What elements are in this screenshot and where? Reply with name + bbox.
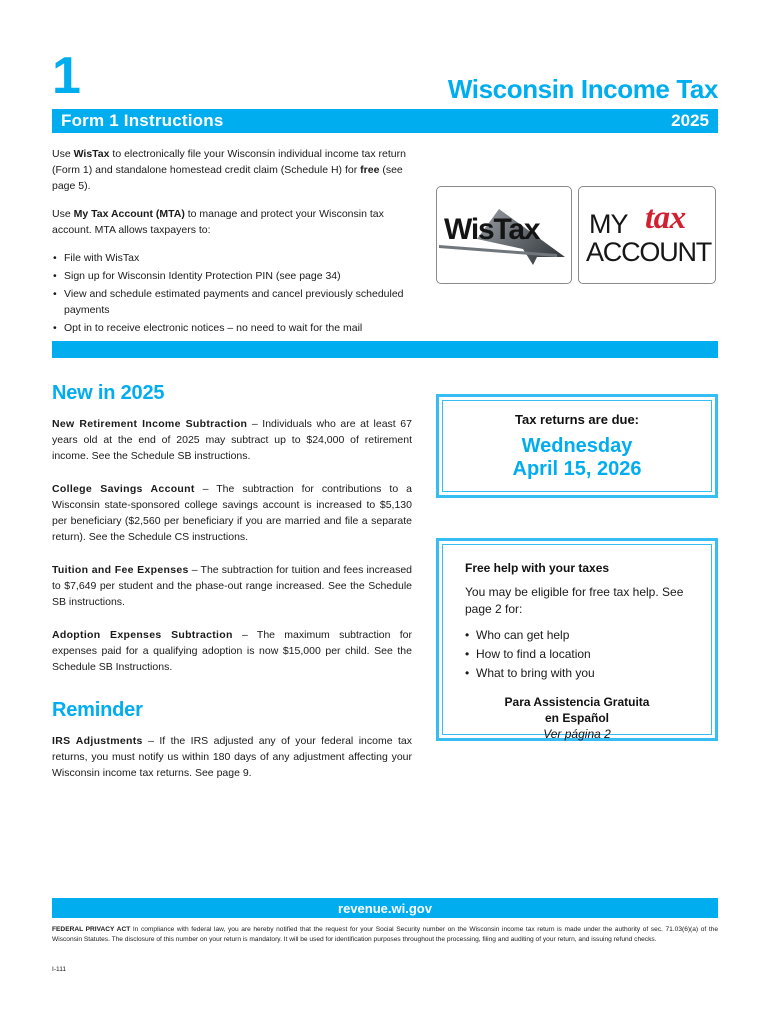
tax-due-date-box [436,394,718,498]
website-url[interactable]: revenue.wi.gov [338,900,432,916]
intro-p1-pre: Use [52,148,74,160]
item-body: – The subtraction for contributions to a Wisconsin state-sponsored college savings account is increased to $5,130 per beneficiary ($2,560 per beneficiary if you are married and file a separate return). See the Schedule CS instructions. [52,483,412,543]
mta-my-text: MY [589,209,628,239]
list-item: • How to find a location [465,645,689,664]
free-bold: free [360,164,380,176]
intro-p2-pre: Use [52,208,74,220]
intro-paragraph-mta [52,206,412,238]
intro-block [52,146,412,356]
spanish-help-line1: Para Assistencia Gratuita [504,695,650,709]
mta-tax-text: tax [645,200,686,236]
free-help-list [465,626,689,683]
mta-account-text: ACCOUNT [586,237,712,267]
intro-p1-mid: to electronically file your Wisconsin individual income tax return (Form 1) and standalone homestead credit claim (Schedule H) for [52,148,406,176]
page-title: Wisconsin Income Tax [447,74,718,104]
logo-group [436,186,716,284]
wistax-logo-text: WisTax [444,213,540,246]
wistax-logo [436,186,572,284]
item-body: – Individuals who are at least 67 years old at the end of 2025 may subtract up to $24,000 of retirement income. See the Schedule SB instructions. [52,418,412,462]
privacy-act-heading: FEDERAL PRIVACY ACT [52,926,131,933]
new-item-paragraph [52,562,412,610]
reminder-heading: Reminder [52,699,143,721]
list-item: • What to bring with you [465,664,689,683]
form-numeral: 1 [52,47,80,105]
item-lead: Tuition and Fee Expenses [52,564,189,576]
mta-feature-list [52,250,412,354]
spanish-help-line2: en Español [544,711,609,725]
item-body: – The subtraction for tuition and fees increased to $7,649 per student and the phase-out range increased. See the Schedule SB instructions. [52,564,413,608]
item-body: – If the IRS adjusted any of your federal income tax returns, you must notify us within 180 days of any adjustment affecting your Wisconsin income tax returns. See page 9. [52,735,412,779]
due-date-label: Tax returns are due: [514,411,640,427]
item-lead: College Savings Account [52,483,195,495]
tax-year-label: 2025 [671,111,709,130]
due-date-value: April 15, 2026 [512,457,642,480]
free-help-box [436,538,718,741]
item-lead: New Retirement Income Subtraction [52,418,248,430]
list-item: • Who can get help [465,626,689,645]
new-item-paragraph [52,416,412,464]
item-lead: IRS Adjustments [52,735,143,747]
item-lead: Adoption Expenses Subtraction [52,629,233,641]
free-help-text: You may be eligible for free tax help. See page 2 for: [465,585,684,616]
new-in-2025-heading: New in 2025 [52,382,165,404]
section-divider-bar [52,341,718,358]
new-item-paragraph [52,481,412,545]
intro-p1-end: (see page 5). [52,164,403,192]
free-help-title: Free help with your taxes [465,561,610,575]
my-tax-account-logo [578,186,716,284]
list-item: • File with WisTax [52,250,412,266]
form-title-bar [52,109,718,133]
spanish-help-page-ref: Ver página 2 [543,727,611,741]
item-body: – The maximum subtraction for expenses paid for a qualifying adoption is now $15,000 per child. See the Schedule SB Instructions. [52,629,412,673]
federal-privacy-act-notice [52,925,718,945]
privacy-act-body: In compliance with federal law, you are hereby notified that the request for your Social Security number on the Wisconsin income tax return is made under the authority of sec. 71.03(6)(a) of the Wisconsin Statutes. The disclosure of this number on your return is mandatory. It will be used for identification purposes throughout the processing, filing and auditing of your return, and issuing refund checks. [52,926,718,943]
website-footer-bar[interactable] [52,898,718,918]
main-content-column [52,382,412,798]
intro-paragraph-wistax [52,146,412,194]
mta-bold: My Tax Account (MTA) [73,208,185,220]
document-code: I-111 [52,966,67,973]
list-item: • View and schedule estimated payments and cancel previously scheduled payments [52,286,412,318]
list-item: • Sign up for Wisconsin Identity Protection PIN (see page 34) [52,268,412,284]
page-header [52,47,718,133]
list-item: • Opt in to receive electronic notices – no need to wait for the mail [52,320,412,336]
wistax-bold: WisTax [73,148,110,160]
form-instructions-label: Form 1 Instructions [61,111,224,130]
intro-p2-end: to manage and protect your Wisconsin tax account. MTA allows taxpayers to: [52,208,384,236]
reminder-item-paragraph [52,733,412,781]
due-date-day: Wednesday [521,434,633,457]
new-item-paragraph [52,627,412,675]
